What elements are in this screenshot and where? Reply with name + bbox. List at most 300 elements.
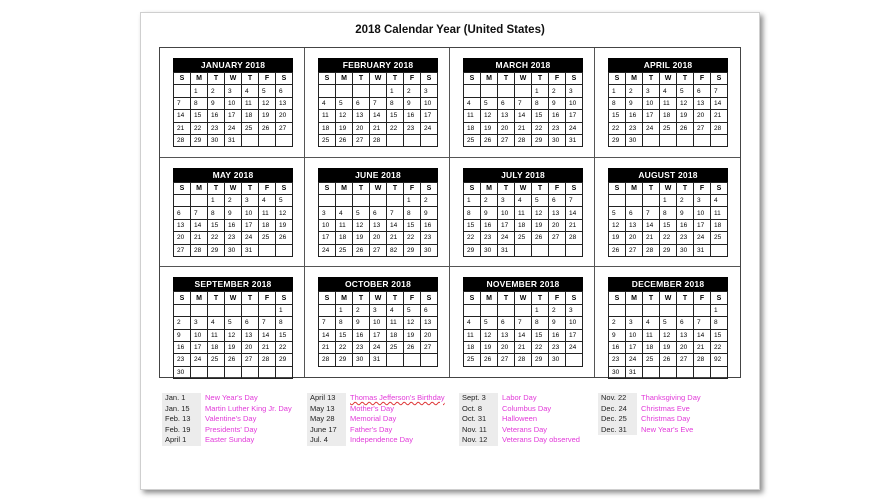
day-cell: 16 <box>609 341 626 353</box>
day-cell: 10 <box>319 219 336 231</box>
day-cell: 30 <box>609 366 626 378</box>
day-cell: 1 <box>532 85 549 97</box>
weekday-header: S <box>566 73 583 85</box>
day-cell: 8 <box>609 97 626 109</box>
day-cell <box>276 244 293 256</box>
day-cell: 28 <box>566 232 583 244</box>
day-cell: 30 <box>626 134 643 146</box>
day-cell: 9 <box>208 97 225 109</box>
week-row <box>174 122 293 134</box>
day-cell: 23 <box>609 354 626 366</box>
day-cell: 27 <box>174 244 191 256</box>
weekday-header: T <box>677 73 694 85</box>
day-cell: 13 <box>498 110 515 122</box>
day-cell: 25 <box>319 134 336 146</box>
month-header: MAY 2018 <box>173 168 293 182</box>
week-row <box>319 232 438 244</box>
day-cell: 30 <box>174 366 191 378</box>
holiday-date: Jan. 1 <box>162 393 201 404</box>
day-cell: 12 <box>225 329 242 341</box>
weekday-header: T <box>498 73 515 85</box>
day-cell: 18 <box>643 341 660 353</box>
day-cell: 19 <box>481 122 498 134</box>
month-cell <box>305 158 450 268</box>
legend-row <box>307 435 457 446</box>
day-cell: 25 <box>515 232 532 244</box>
holiday-date: April 1 <box>162 435 201 446</box>
holiday-name: Thanksgiving Day <box>641 393 701 402</box>
month-header: FEBRUARY 2018 <box>318 58 438 72</box>
week-row <box>609 317 728 329</box>
weekday-header: S <box>319 182 336 194</box>
day-cell: 7 <box>711 85 728 97</box>
day-cell <box>225 366 242 378</box>
holiday-date: Dec. 24 <box>598 404 637 415</box>
week-row <box>174 304 293 316</box>
weekday-header: S <box>421 292 438 304</box>
week-row <box>464 244 583 256</box>
week-row <box>464 195 583 207</box>
day-cell: 22 <box>387 122 404 134</box>
holiday-date: Oct. 8 <box>459 404 498 415</box>
week-row <box>319 341 438 353</box>
week-row <box>464 207 583 219</box>
holiday-date: Nov. 11 <box>459 425 498 436</box>
day-cell <box>319 195 336 207</box>
day-cell: 17 <box>566 329 583 341</box>
month-cell <box>160 158 305 268</box>
holiday-name: Presidents' Day <box>205 424 258 434</box>
day-cell: 26 <box>276 232 293 244</box>
weekday-header: F <box>549 292 566 304</box>
day-cell: 7 <box>370 97 387 109</box>
week-row <box>609 134 728 146</box>
weekday-header: M <box>191 73 208 85</box>
day-cell: 11 <box>208 329 225 341</box>
day-cell <box>276 366 293 378</box>
week-row <box>319 134 438 146</box>
day-cell: 14 <box>319 329 336 341</box>
day-cell: 1 <box>191 85 208 97</box>
day-cell: 23 <box>549 122 566 134</box>
day-cell: 12 <box>259 97 276 109</box>
month-header: SEPTEMBER 2018 <box>173 277 293 291</box>
week-row <box>319 317 438 329</box>
day-cell: 23 <box>353 341 370 353</box>
legend-column <box>459 393 609 446</box>
week-row <box>609 304 728 316</box>
day-cell: 4 <box>259 195 276 207</box>
holiday-name: Veterans Day observed <box>502 435 580 445</box>
day-cell: 5 <box>609 207 626 219</box>
month-header: JANUARY 2018 <box>173 58 293 72</box>
day-cell: 28 <box>191 244 208 256</box>
week-row <box>319 195 438 207</box>
month-header: OCTOBER 2018 <box>318 277 438 291</box>
day-cell: 11 <box>242 97 259 109</box>
day-cell: 25 <box>208 354 225 366</box>
month-cell <box>305 48 450 158</box>
weekday-header: M <box>336 73 353 85</box>
week-row <box>609 110 728 122</box>
day-cell: 27 <box>549 232 566 244</box>
day-cell: 4 <box>387 304 404 316</box>
day-cell: 25 <box>387 341 404 353</box>
holiday-name: Mother's Day <box>350 403 394 413</box>
legend-row <box>598 404 748 415</box>
holiday-name: Father's Day <box>350 424 393 434</box>
day-cell: 21 <box>387 232 404 244</box>
day-cell: 12 <box>481 329 498 341</box>
day-cell: 28 <box>515 354 532 366</box>
day-cell: 13 <box>549 207 566 219</box>
day-cell: 10 <box>242 207 259 219</box>
weekday-header: T <box>387 73 404 85</box>
week-row <box>609 195 728 207</box>
day-cell: 16 <box>353 329 370 341</box>
day-cell: 28 <box>319 354 336 366</box>
month-cell <box>160 267 305 377</box>
day-cell: 14 <box>387 219 404 231</box>
day-cell: 1 <box>609 85 626 97</box>
days-table <box>463 182 583 257</box>
day-cell: 1 <box>711 304 728 316</box>
week-row <box>464 341 583 353</box>
day-cell: 31 <box>498 244 515 256</box>
legend-row <box>459 425 609 436</box>
days-table <box>608 182 728 257</box>
day-cell: 6 <box>276 85 293 97</box>
day-cell: 2 <box>626 85 643 97</box>
day-cell: 26 <box>225 354 242 366</box>
day-cell: 17 <box>370 329 387 341</box>
days-table <box>463 72 583 147</box>
day-cell <box>259 134 276 146</box>
holiday-date: Nov. 22 <box>598 393 637 404</box>
day-cell: 14 <box>566 207 583 219</box>
day-cell: 8 <box>276 317 293 329</box>
day-cell: 14 <box>174 110 191 122</box>
day-cell: 14 <box>370 110 387 122</box>
day-cell: 21 <box>694 341 711 353</box>
weekday-header: W <box>515 182 532 194</box>
day-cell: 1 <box>660 195 677 207</box>
legend-row <box>598 393 748 404</box>
day-cell: 18 <box>464 122 481 134</box>
month-cell <box>595 48 740 158</box>
day-cell: 27 <box>498 354 515 366</box>
week-row <box>319 354 438 366</box>
holiday-date: Jan. 15 <box>162 404 201 415</box>
day-cell: 10 <box>643 97 660 109</box>
holiday-date: Jul. 4 <box>307 435 346 446</box>
day-cell: 12 <box>660 329 677 341</box>
day-cell: 4 <box>660 85 677 97</box>
day-cell: 28 <box>174 134 191 146</box>
day-cell: 22 <box>336 341 353 353</box>
weekday-header: F <box>259 292 276 304</box>
week-row <box>174 219 293 231</box>
day-cell: 3 <box>626 317 643 329</box>
day-cell: 9 <box>404 97 421 109</box>
weekday-header: W <box>515 292 532 304</box>
day-cell: 10 <box>626 329 643 341</box>
page-title: 2018 Calendar Year (United States) <box>355 24 545 36</box>
day-cell: 2 <box>677 195 694 207</box>
legend-row <box>459 393 609 404</box>
day-cell: 14 <box>515 329 532 341</box>
day-cell: 25 <box>711 232 728 244</box>
holiday-date: June 17 <box>307 425 346 436</box>
day-cell: 13 <box>353 110 370 122</box>
day-cell <box>370 195 387 207</box>
day-cell: 20 <box>549 219 566 231</box>
day-cell: 27 <box>626 244 643 256</box>
day-cell: 19 <box>532 219 549 231</box>
day-cell: 2 <box>609 317 626 329</box>
day-cell: 10 <box>421 97 438 109</box>
legend-row <box>162 393 312 404</box>
day-cell: 3 <box>225 85 242 97</box>
day-cell: 17 <box>498 219 515 231</box>
weekday-header: F <box>694 73 711 85</box>
weekday-header: S <box>319 292 336 304</box>
day-cell: 23 <box>225 232 242 244</box>
day-cell: 24 <box>498 232 515 244</box>
week-row <box>464 219 583 231</box>
day-cell: 23 <box>421 232 438 244</box>
week-row <box>319 110 438 122</box>
day-cell <box>242 134 259 146</box>
holiday-date: May 13 <box>307 404 346 415</box>
day-cell: 11 <box>643 329 660 341</box>
day-cell: 15 <box>660 219 677 231</box>
week-row <box>319 244 438 256</box>
holiday-date: Feb. 19 <box>162 425 201 436</box>
day-cell: 16 <box>404 110 421 122</box>
day-cell: 30 <box>421 244 438 256</box>
day-cell: 20 <box>353 122 370 134</box>
day-cell <box>174 85 191 97</box>
day-cell: 4 <box>208 317 225 329</box>
day-cell <box>694 304 711 316</box>
day-cell: 20 <box>694 110 711 122</box>
day-cell <box>404 134 421 146</box>
day-cell <box>404 354 421 366</box>
day-cell: 5 <box>404 304 421 316</box>
week-row <box>174 232 293 244</box>
week-row <box>174 97 293 109</box>
month-calendar <box>173 277 293 379</box>
day-cell: 11 <box>515 207 532 219</box>
day-cell: 6 <box>498 317 515 329</box>
day-cell: 31 <box>370 354 387 366</box>
day-cell: 6 <box>498 97 515 109</box>
day-cell: 12 <box>404 317 421 329</box>
day-cell: 26 <box>660 354 677 366</box>
day-cell <box>259 244 276 256</box>
holiday-name: Columbus Day <box>502 403 552 413</box>
day-cell: 14 <box>259 329 276 341</box>
day-cell: 6 <box>421 304 438 316</box>
day-cell <box>336 195 353 207</box>
day-cell <box>353 85 370 97</box>
calendar-page <box>140 12 760 490</box>
day-cell: 9 <box>677 207 694 219</box>
day-cell: 15 <box>532 329 549 341</box>
day-cell: 1 <box>387 85 404 97</box>
week-row <box>609 354 728 366</box>
day-cell: 21 <box>643 232 660 244</box>
day-cell: 14 <box>694 329 711 341</box>
weekday-header: W <box>225 73 242 85</box>
week-row <box>609 341 728 353</box>
week-row <box>319 207 438 219</box>
day-cell: 26 <box>353 244 370 256</box>
day-cell: 13 <box>498 329 515 341</box>
weekday-header: S <box>464 182 481 194</box>
day-cell: 11 <box>259 207 276 219</box>
weekday-header: T <box>532 182 549 194</box>
day-cell: 8 <box>191 97 208 109</box>
day-cell <box>191 366 208 378</box>
day-cell <box>259 304 276 316</box>
day-cell <box>370 85 387 97</box>
day-cell: 20 <box>626 232 643 244</box>
day-cell: 25 <box>336 244 353 256</box>
week-row <box>319 85 438 97</box>
days-table <box>608 291 728 379</box>
day-cell: 1 <box>404 195 421 207</box>
day-cell: 23 <box>549 341 566 353</box>
day-cell <box>191 195 208 207</box>
day-cell: 31 <box>566 134 583 146</box>
day-cell: 29 <box>660 244 677 256</box>
day-cell: 1 <box>276 304 293 316</box>
weekday-header: T <box>643 292 660 304</box>
holiday-name: Veterans Day <box>502 424 548 434</box>
day-cell: 17 <box>191 341 208 353</box>
weekday-header: M <box>481 182 498 194</box>
weekday-header: W <box>370 292 387 304</box>
day-cell: 18 <box>711 219 728 231</box>
day-cell: 30 <box>481 244 498 256</box>
day-cell: 15 <box>532 110 549 122</box>
day-cell: 29 <box>464 244 481 256</box>
legend-row <box>307 414 457 425</box>
day-cell: 13 <box>174 219 191 231</box>
day-cell: 27 <box>421 341 438 353</box>
day-cell: 12 <box>276 207 293 219</box>
day-cell: 28 <box>694 354 711 366</box>
day-cell: 17 <box>225 110 242 122</box>
day-cell: 6 <box>549 195 566 207</box>
day-cell: 11 <box>660 97 677 109</box>
weekday-header: W <box>515 73 532 85</box>
day-cell: 4 <box>464 97 481 109</box>
day-cell: 6 <box>174 207 191 219</box>
day-cell: 26 <box>481 134 498 146</box>
day-cell: 2 <box>174 317 191 329</box>
day-cell: 18 <box>515 219 532 231</box>
week-row <box>174 134 293 146</box>
weekday-header: T <box>387 292 404 304</box>
weekday-header: W <box>225 182 242 194</box>
day-cell: 4 <box>515 195 532 207</box>
day-cell: 24 <box>626 354 643 366</box>
day-cell: 30 <box>549 354 566 366</box>
day-cell: 23 <box>677 232 694 244</box>
week-row <box>174 341 293 353</box>
day-cell: 29 <box>336 354 353 366</box>
day-cell: 3 <box>566 304 583 316</box>
weekday-header: S <box>609 292 626 304</box>
day-cell <box>336 85 353 97</box>
week-row <box>609 232 728 244</box>
day-cell: 14 <box>643 219 660 231</box>
day-cell: 7 <box>319 317 336 329</box>
weekday-header: F <box>404 292 421 304</box>
day-cell: 8 <box>336 317 353 329</box>
legend-row <box>162 425 312 436</box>
weekday-header: T <box>353 73 370 85</box>
day-cell: 25 <box>643 354 660 366</box>
day-cell: 27 <box>370 244 387 256</box>
weekday-header: W <box>225 292 242 304</box>
legend-row <box>598 425 748 436</box>
day-cell: 13 <box>626 219 643 231</box>
day-cell: 27 <box>353 134 370 146</box>
holiday-name: Easter Sunday <box>205 435 255 445</box>
day-cell: 26 <box>677 122 694 134</box>
holiday-name: Independence Day <box>350 435 413 445</box>
month-grid <box>159 47 741 378</box>
day-cell: 7 <box>259 317 276 329</box>
week-row <box>464 110 583 122</box>
weekday-header: S <box>464 292 481 304</box>
day-cell: 10 <box>225 97 242 109</box>
day-cell: 18 <box>387 329 404 341</box>
day-cell <box>677 366 694 378</box>
day-cell <box>276 134 293 146</box>
weekday-header: T <box>208 182 225 194</box>
holiday-date: Dec. 25 <box>598 414 637 425</box>
day-cell: 31 <box>626 366 643 378</box>
day-cell <box>626 195 643 207</box>
week-row <box>464 304 583 316</box>
month-header: NOVEMBER 2018 <box>463 277 583 291</box>
day-cell <box>319 85 336 97</box>
day-cell: 12 <box>481 110 498 122</box>
legend-row <box>459 435 609 446</box>
day-cell: 1 <box>336 304 353 316</box>
day-cell <box>464 85 481 97</box>
day-cell: 14 <box>515 110 532 122</box>
days-table <box>318 182 438 257</box>
day-cell: 17 <box>643 110 660 122</box>
holiday-date: Feb. 13 <box>162 414 201 425</box>
holiday-date: Dec. 31 <box>598 425 637 436</box>
day-cell: 5 <box>259 85 276 97</box>
day-cell: 27 <box>276 122 293 134</box>
day-cell: 18 <box>242 110 259 122</box>
day-cell: 27 <box>677 354 694 366</box>
day-cell: 24 <box>643 122 660 134</box>
days-table <box>173 72 293 147</box>
week-row <box>464 232 583 244</box>
day-cell: 17 <box>694 219 711 231</box>
day-cell: 18 <box>259 219 276 231</box>
